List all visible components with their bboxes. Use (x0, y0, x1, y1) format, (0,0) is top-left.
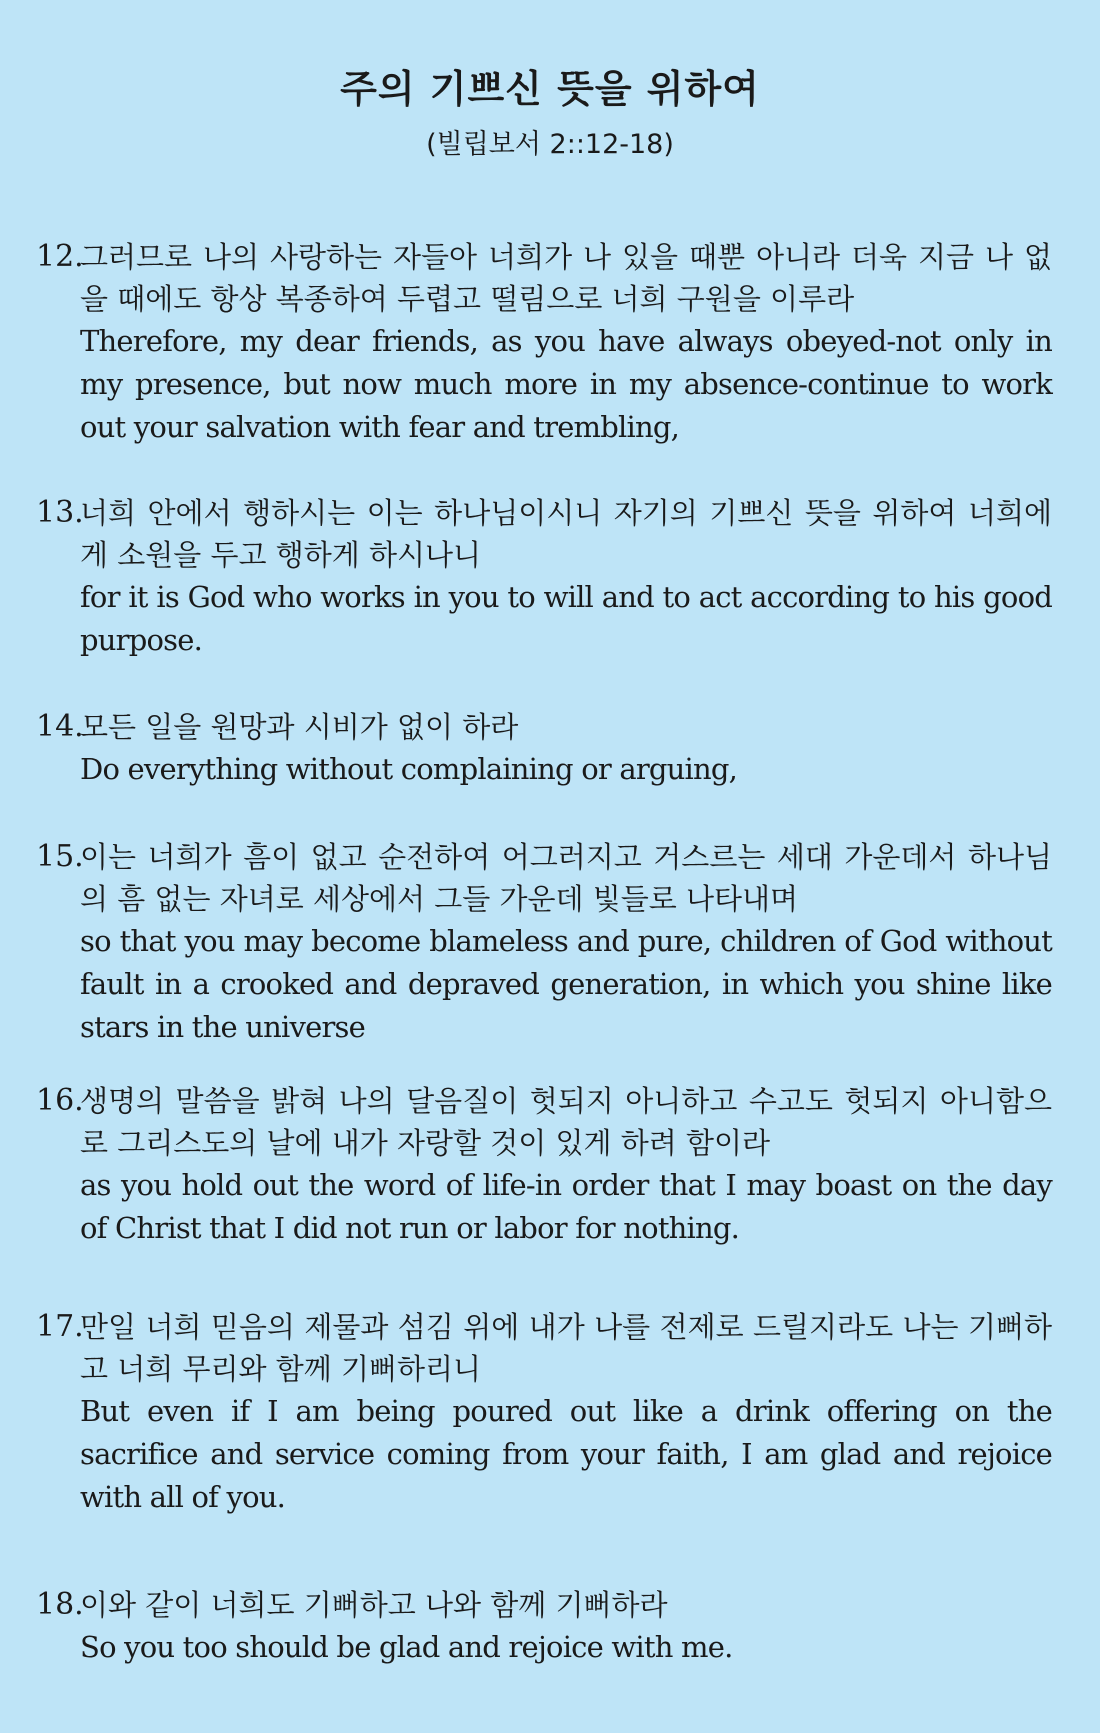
verse-number: 12. (36, 239, 84, 274)
verse-english: But even if I am being poured out like a drink offering on the sacrifice and service coming from your faith, I am glad and rejoice with all of you. (80, 1394, 1052, 1514)
verse-korean: 이와 같이 너희도 기뻐하고 나와 함께 기뻐하라 (80, 1588, 668, 1622)
verse-english: So you too should be glad and rejoice with me. (80, 1630, 733, 1664)
page-title: 주의 기쁘신 뜻을 위하여 (340, 67, 760, 111)
verse-number: 13. (36, 495, 84, 530)
verse-12 (36, 236, 1052, 449)
verse-english: Do everything without complaining or arguing, (80, 752, 738, 786)
scripture-reference: (빌립보서 2::12-18) (426, 129, 674, 160)
verse-korean: 만일 너희 믿음의 제물과 섬김 위에 내가 나를 전제로 드릴지라도 나는 기뻐하고 너희 무리와 함께 기뻐하리니 (80, 1310, 1052, 1386)
verse-13 (36, 492, 1052, 662)
verse-english: Therefore, my dear friends, as you have always obeyed-not only in my presence, but now much more in my absence-continue to work out your salvation with fear and trembling, (80, 324, 1052, 444)
verse-english: as you hold out the word of life-in order that I may boast on the day of Christ that I did not run or labor for nothing. (80, 1168, 1052, 1245)
verse-korean: 생명의 말씀을 밝혀 나의 달음질이 헛되지 아니하고 수고도 헛되지 아니함으로 그리스도의 날에 내가 자랑할 것이 있게 하려 함이라 (80, 1084, 1052, 1160)
verse-korean: 그러므로 나의 사랑하는 자들아 너희가 나 있을 때뿐 아니라 더욱 지금 나 없을 때에도 항상 복종하여 두렵고 떨림으로 너희 구원을 이루라 (80, 240, 1052, 316)
verse-15 (36, 836, 1052, 1049)
verse-17 (36, 1306, 1052, 1519)
verse-16 (36, 1080, 1052, 1250)
verse-english: so that you may become blameless and pure, children of God without fault in a crooked and depraved generation, in which you shine like stars in the universe (80, 924, 1052, 1044)
verse-18 (36, 1584, 1052, 1669)
verse-korean: 이는 너희가 흠이 없고 순전하여 어그러지고 거스르는 세대 가운데서 하나님의 흠 없는 자녀로 세상에서 그들 가운데 빛들로 나타내며 (80, 840, 1052, 916)
verse-14 (36, 706, 1052, 791)
verse-number: 15. (36, 839, 84, 874)
verse-number: 18. (36, 1587, 84, 1622)
verse-number: 16. (36, 1083, 84, 1118)
verse-number: 14. (36, 709, 84, 744)
verse-number: 17. (36, 1309, 84, 1344)
verse-korean: 너희 안에서 행하시는 이는 하나님이시니 자기의 기쁘신 뜻을 위하여 너희에게 소원을 두고 행하게 하시나니 (80, 496, 1052, 572)
verse-korean: 모든 일을 원망과 시비가 없이 하라 (80, 710, 519, 744)
verse-english: for it is God who works in you to will and to act according to his good purpose. (80, 580, 1052, 657)
